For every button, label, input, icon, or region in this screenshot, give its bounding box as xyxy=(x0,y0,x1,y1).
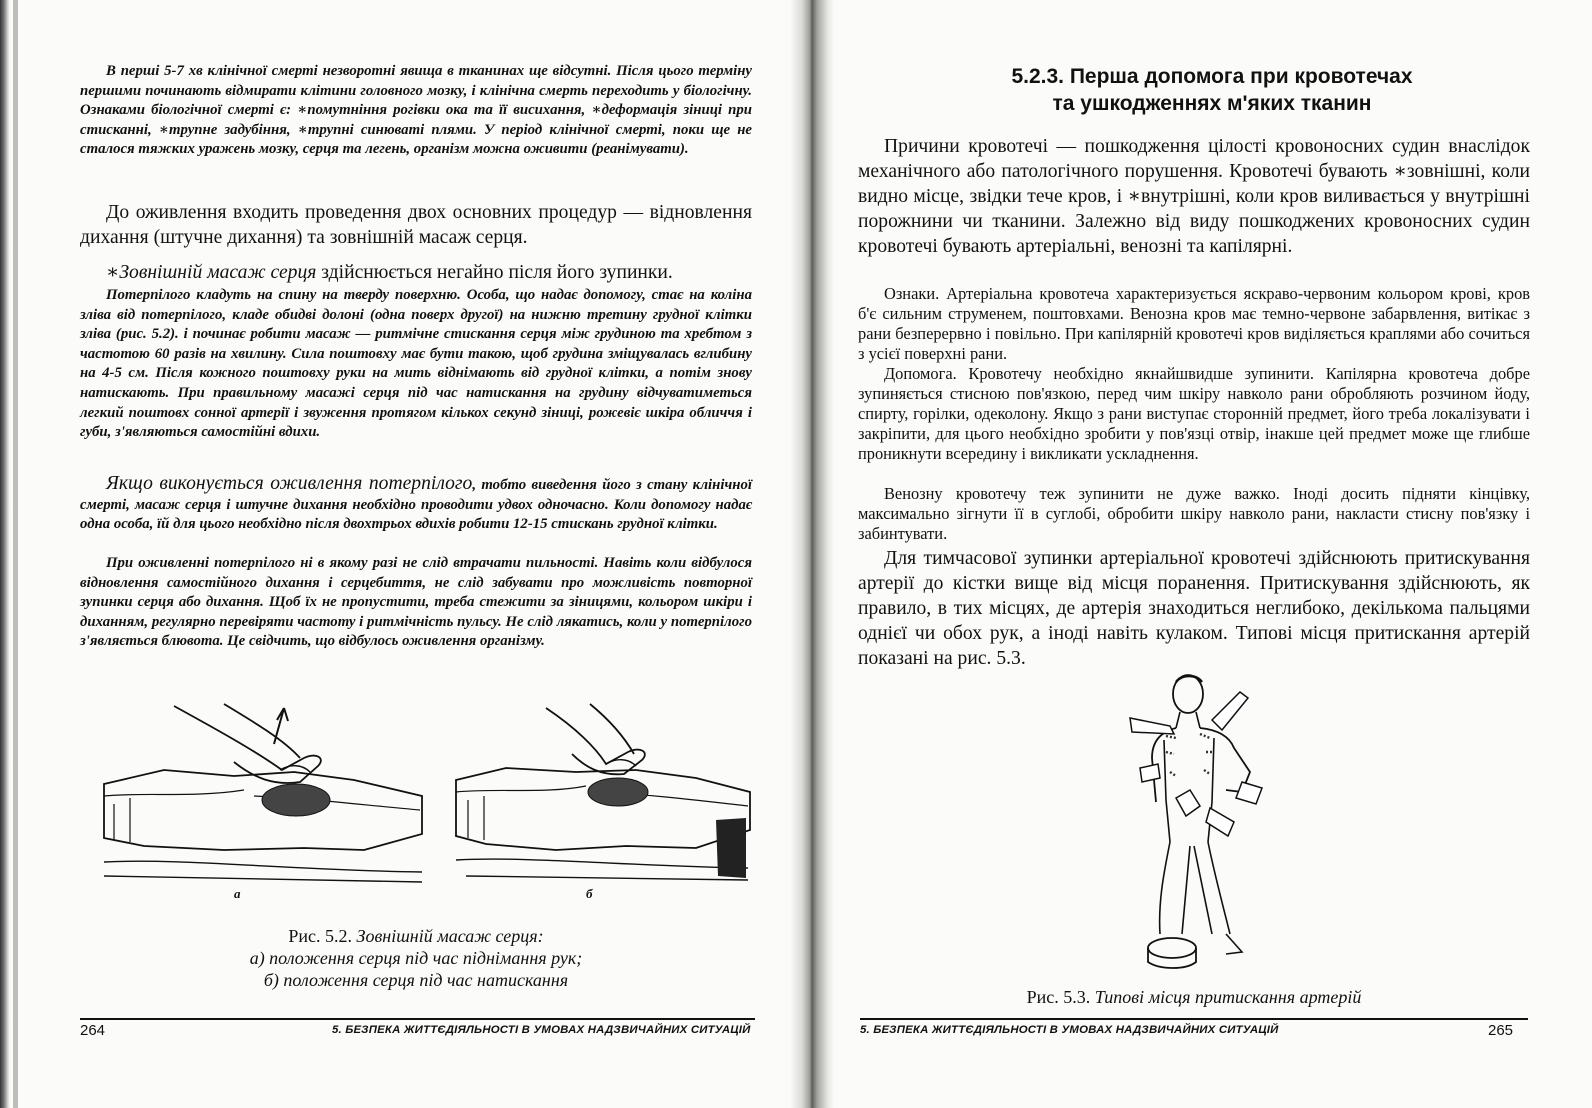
heart-massage-heading xyxy=(80,260,752,285)
running-footer: 5. БЕЗПЕКА ЖИТТЄДІЯЛЬНОСТІ В УМОВАХ НАДЗВИЧАЙНИХ СИТУАЦІЙ xyxy=(332,1024,751,1036)
heart-massage-figure-b xyxy=(456,700,752,890)
caption-item-a: а) положення серця під час піднімання рук; xyxy=(249,948,583,968)
footer-rule xyxy=(860,1018,1528,1020)
caption-prefix: Рис. 5.3. xyxy=(1026,987,1095,1007)
caption-title: Зовнішній масаж серця: xyxy=(356,926,544,946)
heart-massage-figure-a xyxy=(104,700,424,890)
figure-label-b: б xyxy=(586,886,593,901)
page-edge-line xyxy=(13,0,18,1108)
page-number: 265 xyxy=(1488,1022,1514,1039)
figure-5-2-caption xyxy=(80,925,752,991)
footer-rule xyxy=(80,1018,755,1020)
caption-item-b: б) положення серця під час натискання xyxy=(263,970,569,990)
revival-term: Якщо виконується оживлення потерпілого xyxy=(106,473,473,494)
arterial-pressure-paragraph: Для тимчасової зупинки артеріальної кровотечі здійснюють притискування артерії до кістки вище від місця поранення. Притискування здійснюють, як правило, в тих місцях, де артерія знаходиться неглибоко, декількома пальцями однієї чи обох рук, а іноді навіть кулаком. Типові місця притискання артерій показані на рис. 5.3. xyxy=(858,548,1530,669)
caption-title-line xyxy=(80,925,752,947)
bleeding-signs-paragraph: Ознаки. Артеріальна кровотеча характеризується яскраво-червоним кольором крові, кров б'є сильним струменем, поштовхами. Венозна кров має темно-червоне забарвлення, витікає з рани безперервно і повільно. При капілярній кровотечі кров виділяється краплями або сочиться з усієї поверхні рани. xyxy=(858,284,1530,363)
section-heading-line1: 5.2.3. Перша допомога при кровотечах xyxy=(1011,65,1413,88)
revival-procedures-paragraph: До оживлення входить проведення двох основних процедур — відновлення дихання (штучне дихання) та зовнішній масаж серця. xyxy=(80,202,752,248)
figure-label-a: а xyxy=(234,886,241,901)
section-heading-line2: та ушкодженнях м'яких тканин xyxy=(1052,92,1372,115)
book-spine-shadow xyxy=(790,0,812,1108)
revival-paragraph xyxy=(80,474,752,535)
book-spine-shadow xyxy=(812,0,834,1108)
page-number: 264 xyxy=(80,1022,106,1039)
vigilance-paragraph: При оживленні потерпілого ні в якому разі не слід втрачати пильності. Навіть коли відбулося відновлення самостійного дихання і серцебиття, не слід забувати про можливість повторної зупинки серця або дихання. Щоб їх не пропустити, треба стежити за зіницями, кольором шкіри і диханням, регулярно перевіряти частоту і ритмічність пульсу. Не слід лякатись, коли у потерпілого з'являється блювота. Це свідчить, що відбулось оживлення організму. xyxy=(80,555,752,650)
section-heading xyxy=(872,63,1552,117)
caption-prefix: Рис. 5.2. xyxy=(288,926,357,946)
heart-massage-paragraph: Потерпілого кладуть на спину на тверду поверхню. Особа, що надає допомогу, стає на коліна зліва від потерпілого, кладе обидві долоні (одна поверх другої) на нижню третину грудної клітки зліва (рис. 5.2). і починає робити масаж — ритмічне стискання серця між грудиною та хребтом з частотою 60 разів на хвилину. Сила поштовху має бути такою, щоб грудина зміщувалась вглибину на 4-5 см. Після кожного поштовху руки на мить віднімають від грудної клітки, а потім знову натискають. При правильному масажі серця під час натискання на грудину відчуватиметься легкий поштовх сонної артерії і звуження протягом кількох секунд зіниці, рожевіє шкіра обличчя і губи, з'являються самостійні вдихи. xyxy=(80,287,752,441)
heart-massage-term: ∗Зовнішній масаж серця xyxy=(106,262,317,283)
right-page xyxy=(812,0,1592,1108)
page-edge-shadow xyxy=(0,0,10,1108)
heart-massage-intro: здійснюється негайно після його зупинки. xyxy=(316,262,673,283)
bleeding-causes-paragraph: Причини кровотечі — пошкодження цілості кровоносних судин внаслідок механічного або патологічного порушення. Кровотечі бувають ∗зовнішні, коли видно місце, звідки тече кров, і ∗внутрішні, коли кров виливається у внутрішні порожнини чи тканини. Залежно від виду пошкоджених кровоносних судин кровотечі бувають артеріальні, венозні та капілярні. xyxy=(858,136,1530,257)
clinical-death-paragraph: В перші 5-7 хв клінічної смерті незворотні явища в тканинах ще відсутні. Після цього терміну першими починають відмирати клітини головного мозку, і клінічна смерть переходить у біологічну. Ознаками біологічної смерті є: ∗помутніння рогівки ока та її висихання, ∗деформація зіниці при стисканні, ∗трупне задубіння, ∗трупні синюваті плями. У період клінічної смерті, поки ще не сталося тяжких уражень мозку, серця та легень, організм можна оживити (реанімувати). xyxy=(80,63,752,158)
caption-title: Типові місця притискання артерій xyxy=(1094,987,1362,1007)
artery-pressure-points-figure xyxy=(1130,672,1352,968)
running-footer: 5. БЕЗПЕКА ЖИТТЄДІЯЛЬНОСТІ В УМОВАХ НАДЗВИЧАЙНИХ СИТУАЦІЙ xyxy=(860,1024,1279,1036)
bleeding-help-paragraph: Допомога. Кровотечу необхідно якнайшвидше зупинити. Капілярна кровотеча добре зупиняється стисною пов'язкою, перед чим шкіру навколо рани обробляють розчином йоду, спирту, горілки, одеколону. Якщо з рани виступає сторонній предмет, його треба локалізувати і закріпити, для цього необхідно зробити у пов'язці отвір, інакше цей предмет може ще глибше проникнути всередину і викликати ускладнення. xyxy=(858,364,1530,463)
figure-5-3-caption xyxy=(858,986,1530,1008)
revival-text: , тобто виведення його з стану клінічної смерті, масаж серця і штучне дихання необхідно проводити удвох одночасно. Коли допомогу надає одна особа, їй для цього необхідно після двохтрьох вдихів робити 12-15 стискань грудної клітки. xyxy=(80,477,752,533)
venous-bleeding-paragraph: Венозну кровотечу теж зупинити не дуже важко. Іноді досить підняти кінцівку, максимально зігнути її в суглобі, обробити шкіру навколо рани, накласти стисну пов'язку і забинтувати. xyxy=(858,484,1530,543)
